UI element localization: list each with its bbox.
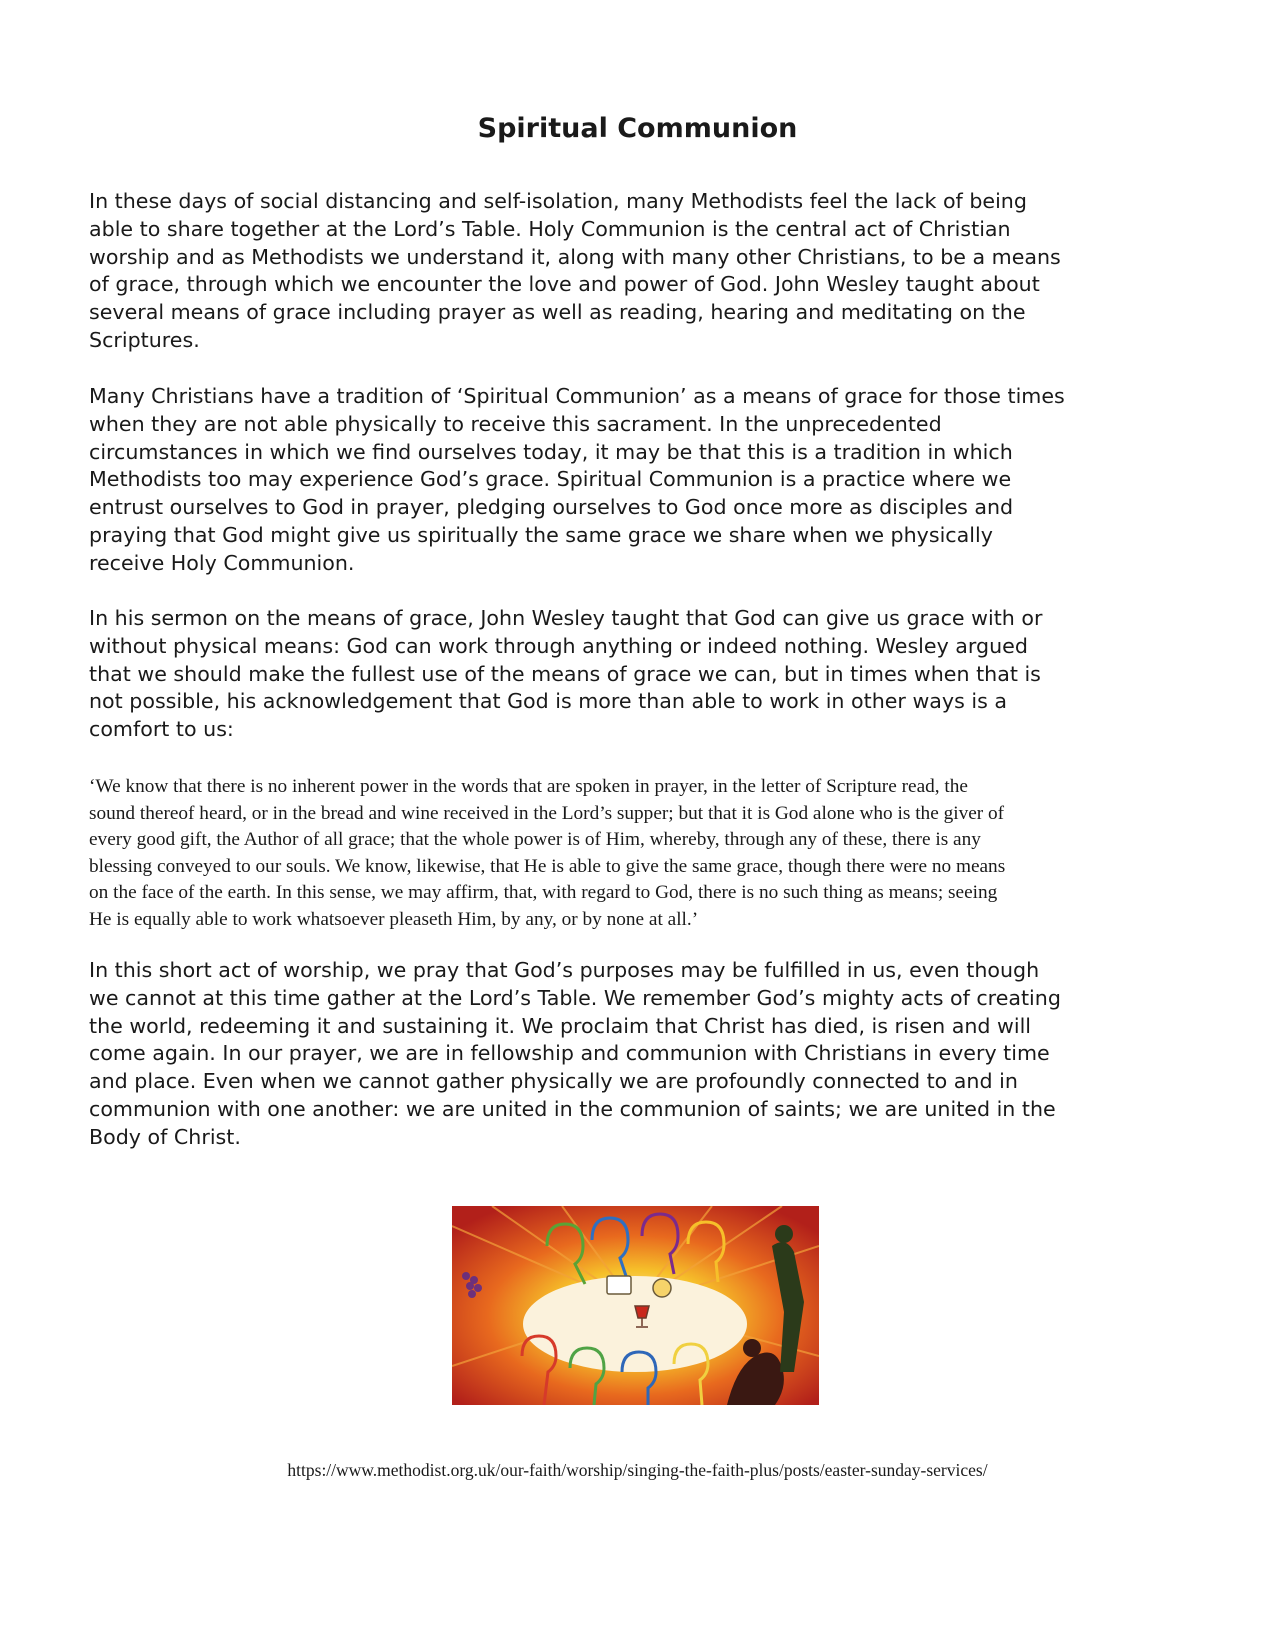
worship-paragraph: In this short act of worship, we pray that God’s purposes may be fulfilled in us, even though we cannot at this time gather at the Lord’s Table. We remember God’s mighty acts of creating the world, redeeming it and sustaining it. We proclaim that Christ has died, is risen and will come again. In our prayer, we are in fellowship and communion with Christians in every time and place. Even when we cannot gather physically we are profoundly connected to and in communion with one another: we are united in the communion of saints; we are united in the Body of Christ. bbox=[89, 958, 1061, 1149]
standing-figure-head bbox=[775, 1225, 793, 1243]
sermon-paragraph: In his sermon on the means of grace, John Wesley taught that God can give us grace with or without physical means: God can work through anything or indeed nothing. Wesley argued that we should make the fullest use of the means of grace we can, but in times when that is not possible, his acknowledgement that God is more than able to work in other ways is a comfort to us: bbox=[89, 606, 1043, 742]
page-title: Spiritual Communion bbox=[477, 113, 798, 144]
communion-painting bbox=[452, 1206, 819, 1405]
intro-paragraph: In these days of social distancing and self-isolation, many Methodists feel the lack of being able to share together at the Lord’s Table. Holy Communion is the central act of Christian worship and as Methodists we understand it, along with many other Christians, to be a means of grace, through which we encounter the love and power of God. John Wesley taught about several means of grace including prayer as well as reading, hearing and meditating on the Scriptures. bbox=[89, 189, 1061, 352]
book-shape bbox=[607, 1276, 631, 1294]
bread-shape bbox=[653, 1279, 671, 1297]
kneeling-figure-head bbox=[743, 1339, 761, 1357]
tradition-paragraph: Many Christians have a tradition of ‘Spiritual Communion’ as a means of grace for those times when they are not able physically to receive this sacrament. In the unprecedented circumstances in which we find ourselves today, it may be that this is a tradition in which Methodists too may experience God’s grace. Spiritual Communion is a practice where we entrust ourselves to God in prayer, pledging ourselves to God once more as disciples and praying that God might give us spiritually the same grace we share when we physically receive Holy Communion. bbox=[89, 384, 1065, 575]
source-url[interactable]: https://www.methodist.org.uk/our-faith/worship/singing-the-faith-plus/posts/easter-sunday-services/ bbox=[287, 1460, 988, 1480]
wesley-quote: ‘We know that there is no inherent power in the words that are spoken in prayer, in the letter of Scripture read, the sound thereof heard, or in the bread and wine received in the Lord’s supper; but that it is God alone who is the giver of every good gift, the Author of all grace; that the whole power is of Him, whereby, through any of these, there is any blessing conveyed to our souls. We know, likewise, that He is able to give the same grace, though there were no means on the face of the earth. In this sense, we may affirm, that, with regard to God, there is no such thing as means; seeing He is equally able to work whatsoever pleaseth Him, by any, or by none at all.’ bbox=[89, 776, 1006, 930]
